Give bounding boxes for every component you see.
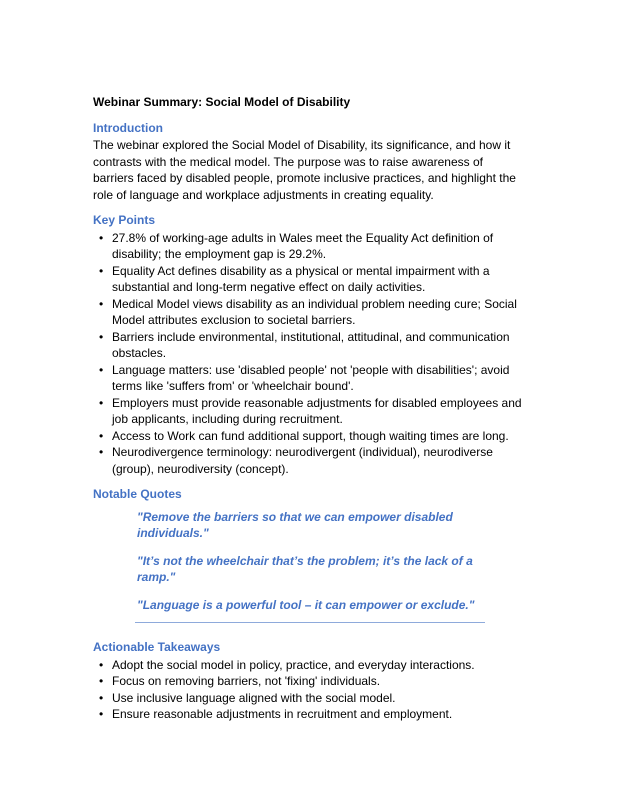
takeaway-item: • Focus on removing barriers, not 'fixing' individuals.: [112, 673, 525, 690]
section-key-points: [93, 212, 525, 477]
takeaway-item: • Ensure reasonable adjustments in recruitment and employment.: [112, 706, 525, 723]
key-points-list: [93, 230, 525, 478]
quote-text: "It’s not the wheelchair that’s the problem; it’s the lack of a ramp.": [137, 553, 473, 584]
section-introduction: [93, 120, 525, 204]
notable-quotes-heading: Notable Quotes: [93, 487, 182, 501]
key-point-item: • Employers must provide reasonable adjustments for disabled employees and job applicants, including during recruitment.: [112, 395, 525, 428]
quote-text: "Language is a powerful tool – it can empower or exclude.": [137, 597, 475, 612]
introduction-paragraph: The webinar explored the Social Model of Disability, its significance, and how it contrasts with the medical model. The purpose was to raise awareness of barriers faced by disabled people, promote inclusive practices, and highlight the role of language and workplace adjustments in creating equality.: [93, 138, 516, 202]
key-point-item: • 27.8% of working-age adults in Wales meet the Equality Act definition of disability; the employment gap is 29.2%.: [112, 230, 525, 263]
key-point-item: • Language matters: use 'disabled people' not 'people with disabilities'; avoid terms like 'suffers from' or 'wheelchair bound'.: [112, 362, 525, 395]
actionable-takeaways-list: [93, 657, 525, 723]
section-actionable-takeaways: [93, 639, 525, 723]
key-point-item: • Barriers include environmental, institutional, attitudinal, and communication obstacles.: [112, 329, 525, 362]
takeaway-item: • Use inclusive language aligned with the social model.: [112, 690, 525, 707]
key-point-item: • Neurodivergence terminology: neurodivergent (individual), neurodiverse (group), neurodiversity (concept).: [112, 444, 525, 477]
quote-text: "Remove the barriers so that we can empower disabled individuals.": [137, 509, 453, 540]
section-notable-quotes: [93, 486, 525, 623]
document-title: Webinar Summary: Social Model of Disability: [93, 95, 351, 109]
takeaway-item: • Adopt the social model in policy, practice, and everyday interactions.: [112, 657, 525, 674]
key-point-item: • Access to Work can fund additional support, though waiting times are long.: [112, 428, 525, 445]
key-point-item: • Equality Act defines disability as a physical or mental impairment with a substantial and long-term negative effect on daily activities.: [112, 263, 525, 296]
introduction-heading: Introduction: [93, 120, 163, 135]
key-point-item: • Medical Model views disability as an individual problem needing cure; Social Model attributes exclusion to societal barriers.: [112, 296, 525, 329]
document-content: [93, 94, 525, 723]
quotes-block: [135, 509, 485, 624]
actionable-takeaways-heading: Actionable Takeaways: [93, 640, 221, 654]
key-points-heading: Key Points: [93, 213, 156, 227]
